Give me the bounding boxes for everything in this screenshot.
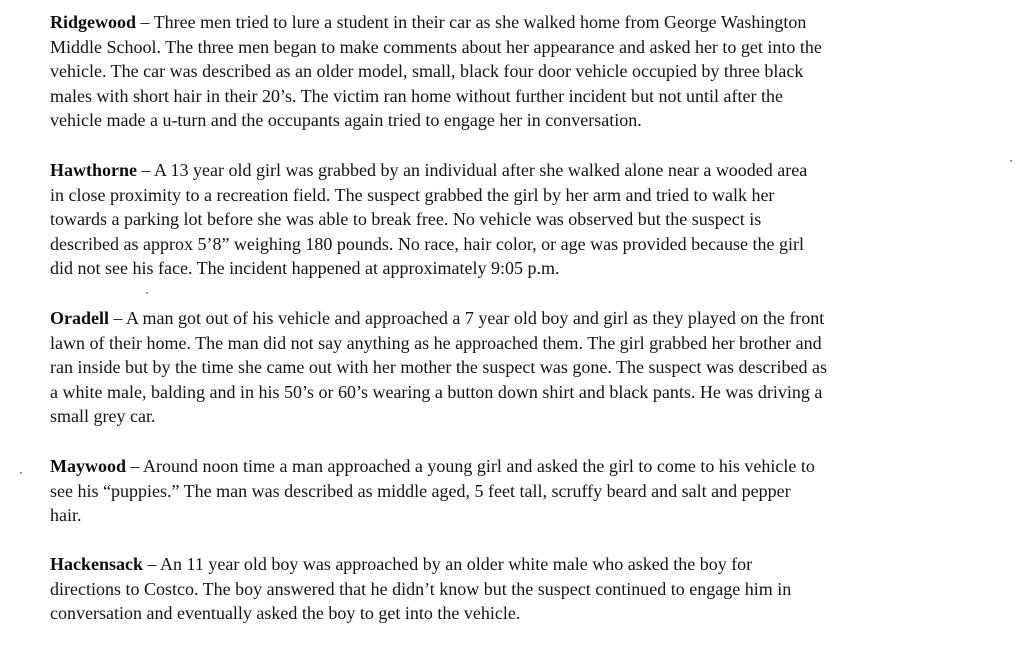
incident-text-line: – An 11 year old boy was approached by an older white male who asked the boy for <box>143 554 753 574</box>
incident-text-line: see his “puppies.” The man was described as middle aged, 5 feet tall, scruffy beard and salt and pepper <box>50 480 791 501</box>
incident-text-line: towards a parking lot before she was able to break free. No vehicle was observed but the suspect is <box>50 209 762 230</box>
incident-town-name: Maywood <box>50 456 126 476</box>
incident-text-line: a white male, balding and in his 50’s or 60’s wearing a button down shirt and black pants. He was driving a <box>50 381 823 402</box>
incident-text-line: ran inside but by the time she came out with her mother the suspect was gone. The suspect was described as <box>50 357 827 378</box>
incident-text-line: hair. <box>50 505 82 526</box>
incident-text-line: did not see his face. The incident happened at approximately 9:05 p.m. <box>50 258 560 279</box>
incident-text-line: in close proximity to a recreation field. The suspect grabbed the girl by her arm and tried to walk her <box>50 184 775 205</box>
incident-text-line: Middle School. The three men began to make comments about her appearance and asked her to get into the <box>50 36 822 57</box>
incident-text-line: – A 13 year old girl was grabbed by an individual after she walked alone near a wooded area <box>137 160 808 180</box>
scan-speck <box>20 472 22 474</box>
incident-text-line: vehicle. The car was described as an older model, small, black four door vehicle occupied by three black <box>50 61 804 82</box>
incident-paragraph-hawthorne <box>50 158 975 281</box>
incident-town-name: Ridgewood <box>50 12 137 32</box>
incident-paragraph-oradell <box>50 306 975 429</box>
incident-town-name: Hackensack <box>50 554 144 574</box>
incident-text-line: – Around noon time a man approached a young girl and asked the girl to come to his vehicle to <box>126 456 815 476</box>
incident-text-line: males with short hair in their 20’s. The victim ran home without further incident but not until after the <box>50 85 784 106</box>
scan-speck <box>1010 160 1012 162</box>
incident-town-name: Oradell <box>50 308 109 328</box>
incident-text-line: lawn of their home. The man did not say anything as he approached them. The girl grabbed her brother and <box>50 332 822 353</box>
incident-text-line: conversation and eventually asked the boy to get into the vehicle. <box>50 603 521 624</box>
incident-town-name: Hawthorne <box>50 160 137 180</box>
incident-paragraph-maywood <box>50 454 975 528</box>
incident-paragraph-hackensack <box>50 552 975 626</box>
incident-text-line: vehicle made a u-turn and the occupants again tried to engage her in conversation. <box>50 110 642 131</box>
incident-text-line: small grey car. <box>50 406 156 427</box>
incident-text-line: – Three men tried to lure a student in their car as she walked home from George Washington <box>136 12 807 32</box>
incident-text-line: – A man got out of his vehicle and approached a 7 year old boy and girl as they played on the front <box>109 308 825 328</box>
scan-speck <box>146 292 148 294</box>
incident-paragraph-ridgewood <box>50 10 975 133</box>
incident-text-line: directions to Costco. The boy answered that he didn’t know but the suspect continued to engage him in <box>50 578 792 599</box>
incident-text-line: described as approx 5’8” weighing 180 pounds. No race, hair color, or age was provided because the girl <box>50 233 805 254</box>
